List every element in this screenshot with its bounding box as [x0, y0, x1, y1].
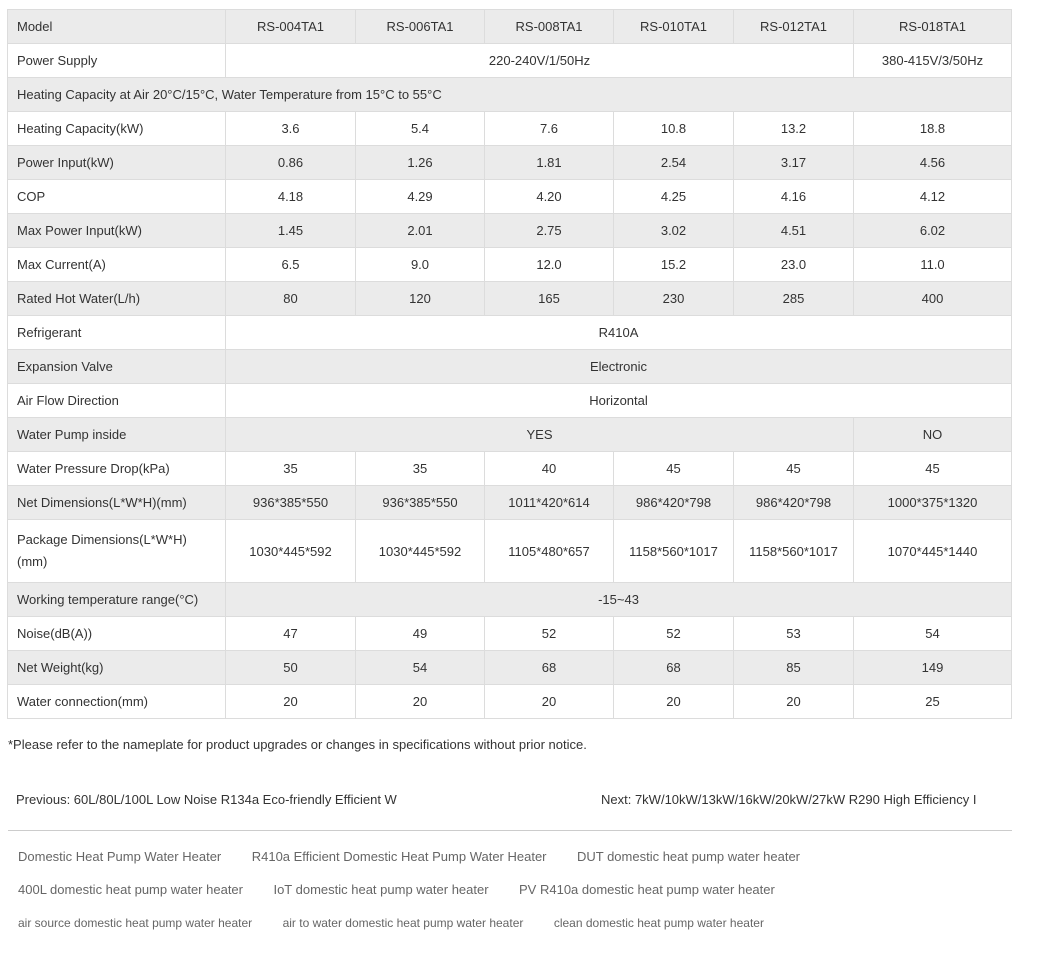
- value-cell: 4.18: [226, 180, 356, 214]
- tag-link[interactable]: 400L domestic heat pump water heater: [18, 882, 243, 897]
- expansion-valve-row: [8, 350, 1012, 384]
- tag-link[interactable]: R410a Efficient Domestic Heat Pump Water Heater: [251, 849, 547, 864]
- tag-row: [18, 914, 1018, 947]
- model-header: RS-010TA1: [614, 10, 734, 44]
- value-cell: 1158*560*1017: [734, 520, 854, 583]
- value-cell: 4.51: [734, 214, 854, 248]
- next-link[interactable]: Next: 7kW/10kW/13kW/16kW/20kW/27kW R290 High Efficiency I: [601, 792, 977, 807]
- row-label: Max Current(A): [8, 248, 226, 282]
- row-label: COP: [8, 180, 226, 214]
- value-cell: 230: [614, 282, 734, 316]
- package-dimensions-row: [8, 520, 1012, 583]
- value-cell: 4.20: [485, 180, 614, 214]
- value-cell: 4.25: [614, 180, 734, 214]
- value-cell: 5.4: [356, 112, 485, 146]
- value-cell: 400: [854, 282, 1012, 316]
- value-cell: 3.02: [614, 214, 734, 248]
- value-cell: 2.54: [614, 146, 734, 180]
- model-header: RS-006TA1: [356, 10, 485, 44]
- value-cell: 45: [854, 452, 1012, 486]
- value-cell: 120: [356, 282, 485, 316]
- value-cell: 2.75: [485, 214, 614, 248]
- value-cell: 380-415V/3/50Hz: [854, 44, 1012, 78]
- value-cell: 936*385*550: [226, 486, 356, 520]
- value-cell: 3.17: [734, 146, 854, 180]
- value-cell: 85: [734, 651, 854, 685]
- row-label: Net Weight(kg): [8, 651, 226, 685]
- value-cell: 53: [734, 617, 854, 651]
- value-cell: 52: [614, 617, 734, 651]
- value-cell: 49: [356, 617, 485, 651]
- value-cell: 6.02: [854, 214, 1012, 248]
- row-label: Net Dimensions(L*W*H)(mm): [8, 486, 226, 520]
- value-cell: 1.81: [485, 146, 614, 180]
- value-cell: R410A: [226, 316, 1012, 350]
- value-cell: 45: [614, 452, 734, 486]
- value-cell: 4.56: [854, 146, 1012, 180]
- value-cell: 936*385*550: [356, 486, 485, 520]
- value-cell: 4.12: [854, 180, 1012, 214]
- tag-link[interactable]: IoT domestic heat pump water heater: [273, 882, 489, 897]
- row-label: Noise(dB(A)): [8, 617, 226, 651]
- value-cell: YES: [226, 418, 854, 452]
- value-cell: 52: [485, 617, 614, 651]
- value-cell: 35: [356, 452, 485, 486]
- value-cell: 1030*445*592: [226, 520, 356, 583]
- value-cell: 149: [854, 651, 1012, 685]
- row-label: Power Input(kW): [8, 146, 226, 180]
- spec-row: [8, 651, 1012, 685]
- value-cell: 20: [226, 685, 356, 719]
- value-cell: 1011*420*614: [485, 486, 614, 520]
- spec-row: [8, 282, 1012, 316]
- row-label: Refrigerant: [8, 316, 226, 350]
- value-cell: 54: [356, 651, 485, 685]
- value-cell: 47: [226, 617, 356, 651]
- row-label: Water Pump inside: [8, 418, 226, 452]
- value-cell: 11.0: [854, 248, 1012, 282]
- value-cell: 1000*375*1320: [854, 486, 1012, 520]
- spec-row: [8, 112, 1012, 146]
- value-cell: 35: [226, 452, 356, 486]
- value-cell: 1030*445*592: [356, 520, 485, 583]
- value-cell: 45: [734, 452, 854, 486]
- divider: [8, 830, 1012, 831]
- value-cell: 986*420*798: [614, 486, 734, 520]
- value-cell: 285: [734, 282, 854, 316]
- section-heading: Heating Capacity at Air 20°C/15°C, Water Temperature from 15°C to 55°C: [8, 78, 1012, 112]
- row-label: Heating Capacity(kW): [8, 112, 226, 146]
- value-cell: 3.6: [226, 112, 356, 146]
- air-flow-row: [8, 384, 1012, 418]
- tag-link[interactable]: air source domestic heat pump water heater: [18, 916, 253, 930]
- tag-link[interactable]: clean domestic heat pump water heater: [553, 916, 764, 930]
- spec-note: *Please refer to the nameplate for product upgrades or changes in specifications without prior notice.: [8, 737, 587, 752]
- previous-link[interactable]: Previous: 60L/80L/100L Low Noise R134a Eco-friendly Efficient W: [16, 792, 397, 807]
- value-cell: 54: [854, 617, 1012, 651]
- row-label: Rated Hot Water(L/h): [8, 282, 226, 316]
- value-cell: 165: [485, 282, 614, 316]
- value-cell: -15~43: [226, 583, 1012, 617]
- value-cell: 20: [485, 685, 614, 719]
- value-cell: 1.45: [226, 214, 356, 248]
- value-cell: 1158*560*1017: [614, 520, 734, 583]
- water-pump-row: [8, 418, 1012, 452]
- value-cell: 2.01: [356, 214, 485, 248]
- value-cell: 23.0: [734, 248, 854, 282]
- tag-link[interactable]: Domestic Heat Pump Water Heater: [18, 849, 222, 864]
- tag-row: [18, 881, 1018, 914]
- value-cell: Horizontal: [226, 384, 1012, 418]
- row-label: Package Dimensions(L*W*H)(mm): [8, 520, 226, 583]
- pressure-drop-row: [8, 452, 1012, 486]
- model-header: RS-008TA1: [485, 10, 614, 44]
- tag-list: [18, 848, 1018, 947]
- value-cell: 12.0: [485, 248, 614, 282]
- spec-row: [8, 214, 1012, 248]
- value-cell: 50: [226, 651, 356, 685]
- value-cell: NO: [854, 418, 1012, 452]
- row-label: Expansion Valve: [8, 350, 226, 384]
- row-label: Max Power Input(kW): [8, 214, 226, 248]
- spec-row: [8, 180, 1012, 214]
- value-cell: 13.2: [734, 112, 854, 146]
- value-cell: 220-240V/1/50Hz: [226, 44, 854, 78]
- value-cell: 4.29: [356, 180, 485, 214]
- value-cell: 80: [226, 282, 356, 316]
- tag-link[interactable]: air to water domestic heat pump water heater: [282, 916, 524, 930]
- spec-row: [8, 617, 1012, 651]
- value-cell: 20: [614, 685, 734, 719]
- spec-table: [7, 9, 1012, 719]
- spec-row: [8, 685, 1012, 719]
- spec-row: [8, 248, 1012, 282]
- value-cell: 68: [485, 651, 614, 685]
- model-header: RS-012TA1: [734, 10, 854, 44]
- heating-section-row: [8, 78, 1012, 112]
- value-cell: 15.2: [614, 248, 734, 282]
- value-cell: Electronic: [226, 350, 1012, 384]
- value-cell: 10.8: [614, 112, 734, 146]
- spec-row: [8, 146, 1012, 180]
- value-cell: 40: [485, 452, 614, 486]
- value-cell: 25: [854, 685, 1012, 719]
- value-cell: 0.86: [226, 146, 356, 180]
- power-supply-row: [8, 44, 1012, 78]
- value-cell: 20: [356, 685, 485, 719]
- tag-row: [18, 848, 1018, 881]
- model-header: RS-004TA1: [226, 10, 356, 44]
- value-cell: 68: [614, 651, 734, 685]
- row-label: Water Pressure Drop(kPa): [8, 452, 226, 486]
- value-cell: 986*420*798: [734, 486, 854, 520]
- working-temp-row: [8, 583, 1012, 617]
- row-label: Water connection(mm): [8, 685, 226, 719]
- tag-link[interactable]: DUT domestic heat pump water heater: [576, 849, 800, 864]
- row-label: Air Flow Direction: [8, 384, 226, 418]
- row-label: Working temperature range(°C): [8, 583, 226, 617]
- header-row: [8, 10, 1012, 44]
- net-dimensions-row: [8, 486, 1012, 520]
- value-cell: 20: [734, 685, 854, 719]
- value-cell: 9.0: [356, 248, 485, 282]
- value-cell: 18.8: [854, 112, 1012, 146]
- value-cell: 7.6: [485, 112, 614, 146]
- value-cell: 4.16: [734, 180, 854, 214]
- tag-link[interactable]: PV R410a domestic heat pump water heater: [519, 882, 775, 897]
- header-label: Model: [8, 10, 226, 44]
- model-header: RS-018TA1: [854, 10, 1012, 44]
- value-cell: 1.26: [356, 146, 485, 180]
- value-cell: 6.5: [226, 248, 356, 282]
- value-cell: 1070*445*1440: [854, 520, 1012, 583]
- value-cell: 1105*480*657: [485, 520, 614, 583]
- row-label: Power Supply: [8, 44, 226, 78]
- refrigerant-row: [8, 316, 1012, 350]
